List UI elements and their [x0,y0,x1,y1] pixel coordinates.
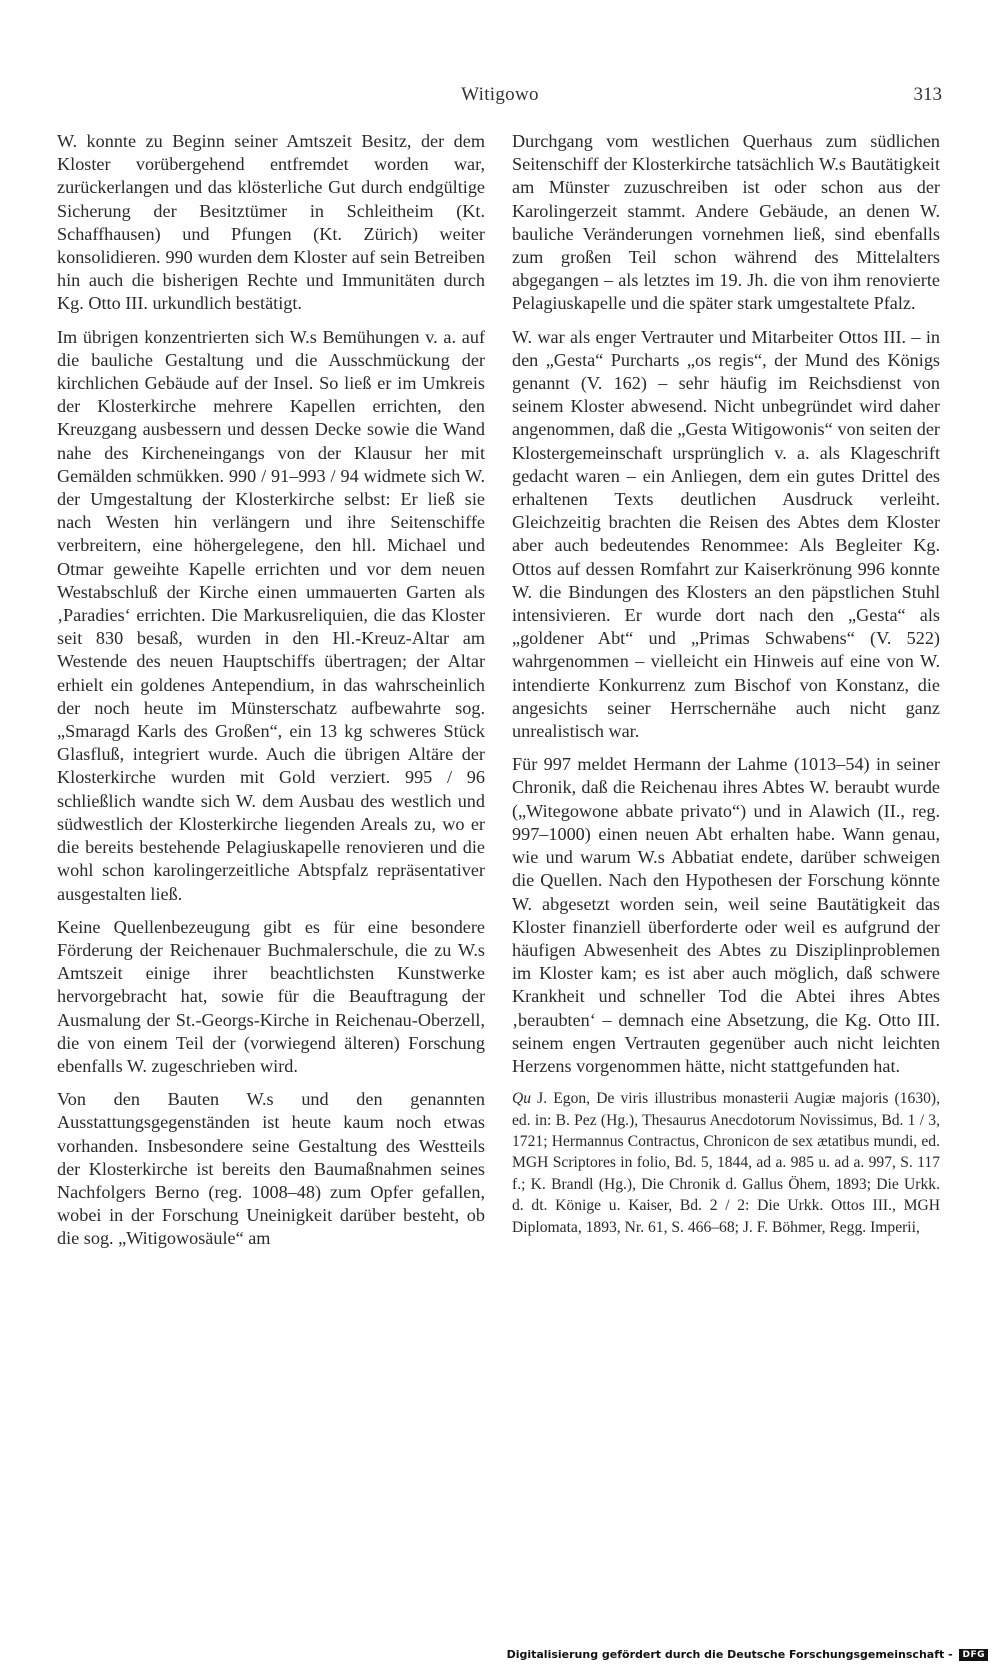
paragraph: Im übrigen konzentrierten sich W.s Bemühungen v. a. auf die bauliche Gestaltung und die Ausschmückung der kirchlichen Gebäude auf der Insel. So ließ er im Umkreis der Klosterkirche mehrere Kapellen errichten, den Kreuzgang ausbessern und dessen Decke sowie die Wand nahe des Kircheneingangs von der Klausur her mit Gemälden schmükken. 990 / 91–993 / 94 widmete sich W. der Umgestaltung der Klosterkirche selbst: Er ließ sie nach Westen hin verlängern und ihre Seitenschiffe verbreitern, eine höhergelegene, den hll. Michael und Otmar geweihte Kapelle errichten und vor dem neuen Westabschluß der Kirche einen ummauerten Garten als ‚Paradies‘ errichten. Die Markusreliquien, die das Kloster seit 830 besaß, wurden in den Hl.-Kreuz-Altar am Westende des neuen Hauptschiffs übertragen; der Altar erhielt ein goldenes Antependium, in das wahrscheinlich der noch heute im Münsterschatz aufbewahrte sog. „Smaragd Karls des Großen“, ein 13 kg schweres Stück Glasfluß, integriert wurde. Auch die übrigen Altäre der Klosterkirche wurden mit Gold verziert. 995 / 96 schließlich wandte sich W. dem Ausbau des westlich und südwestlich der Klosterkirche liegenden Areals zu, wo er die bereits bestehende Pelagiuskapelle renovieren und die wohl schon karolingerzeitliche Abtspfalz repräsentativer ausgestalten ließ. [57,326,485,904]
sources-text: J. Egon, De viris illustribus monasterii Augiæ majoris (1630), ed. in: B. Pez (Hg.), Thesaurus Anecdotorum Novissimus, Bd. 1 / 3, 1721; Hermannus Contractus, Chronicon de sex ætatibus mundi, ed. MGH Scriptores in folio, Bd. 5, 1844, ad a. 985 u. ad a. 997, S. 117 f.; K. Brandl (Hg.), Die Chronik d. Gallus Öhem, 1893; Die Urkk. d. dt. Könige u. Kaiser, Bd. 2 / 2: Die Urkk. Ottos III., MGH Diplomata, 1893, Nr. 61, S. 466–68; J. F. Böhmer, Regg. Imperii, [512,1090,940,1236]
paragraph: W. konnte zu Beginn seiner Amtszeit Besitz, der dem Kloster vorübergehend entfremdet worden war, zurückerlangen und das klösterliche Gut durch endgültige Sicherung der Besitztümer in Schleitheim (Kt. Schaffhausen) und Pfungen (Kt. Zürich) weiter konsolidieren. 990 wurden dem Kloster auf sein Betreiben hin auch die bisherigen Rechte und Immunitäten durch Kg. Otto III. urkundlich bestätigt. [57,131,485,314]
sources-paragraph [512,1088,940,1238]
paragraph: Durchgang vom westlichen Querhaus zum südlichen Seitenschiff der Klosterkirche tatsächlich W.s Bautätigkeit am Münster zuzuschreiben ist oder schon aus der Karolingerzeit stammt. Andere Gebäude, an denen W. bauliche Veränderungen vornehmen ließ, sind ebenfalls zum großen Teil schon während des Mittelalters abgegangen – als letztes im 19. Jh. die von ihm renovierte Pelagiuskapelle und die später stark umgestaltete Pfalz. [512,131,940,314]
paragraph: Keine Quellenbezeugung gibt es für eine besondere Förderung der Reichenauer Buchmalerschule, die zu W.s Amtszeit einige ihrer beachtlichsten Kunstwerke hervorgebracht hat, sowie für die Beauftragung der Ausmalung der St.-Georgs-Kirche in Reichenau-Oberzell, die von einem Teil der (vorwiegend älteren) Forschung ebenfalls W. zugeschrieben wird. [57,916,485,1076]
paragraph: Von den Bauten W.s und den genannten Ausstattungsgegenständen ist heute kaum noch etwas vorhanden. Insbesondere seine Gestaltung des Westteils der Klosterkirche ist bereits den Baumaßnahmen seines Nachfolgers Berno (reg. 1008–48) zum Opfer gefallen, wobei in der Forschung Uneinigkeit darüber besteht, ob die sog. „Witigowosäule“ am [57,1089,485,1249]
paragraph: W. war als enger Vertrauter und Mitarbeiter Ottos III. – in den „Gesta“ Purcharts „os regis“, der Mund des Königs genannt (V. 162) – sehr häufig im Reichsdienst von seinem Kloster abwesend. Nicht unbegründet wird daher angenommen, daß die „Gesta Witigowonis“ von seiten der Klostergemeinschaft ursprünglich v. a. als Klageschrift gedacht waren – ein Anliegen, dem ein gutes Drittel des erhaltenen Texts deutlichen Ausdruck verleiht. Gleichzeitig brachten die Reisen des Abtes dem Kloster aber auch bedeutendes Renommee: Als Begleiter Kg. Ottos auf dessen Romfahrt zur Kaiserkrönung 996 konnte W. die Bindungen des Klosters an den päpstlichen Stuhl intensivieren. Er wurde dort nach den „Gesta“ als „goldener Abt“ und „Primas Schwabens“ (V. 522) wahrgenommen – vielleicht ein Hinweis auf eine von W. intendierte Konkurrenz zum Bischof von Konstanz, die angesichts seiner Herrschernähe auch nicht ganz unrealistisch war. [512,326,940,742]
running-title: Witigowo [461,84,539,105]
running-header [58,84,942,114]
right-column [512,130,940,1248]
left-column [57,130,485,1261]
footer-credit: Digitalisierung gefördert durch die Deutsche Forschungsgemeinschaft - [506,1648,953,1661]
digitization-footer [0,1648,1000,1661]
dfg-logo-icon: DFG [959,1649,988,1661]
page-number: 313 [913,84,942,105]
paragraph: Für 997 meldet Hermann der Lahme (1013–54) in seiner Chronik, daß die Reichenau ihres Abtes W. beraubt wurde („Witegowone abbate privato“) und in Alawich (II., reg. 997–1000) einen neuen Abt erhalten habe. Wann genau, wie und warum W.s Abbatiat endete, darüber schweigen die Quellen. Nach den Hypothesen der Forschung könnte W. abgesetzt worden sein, weil seine Bautätigkeit das Kloster finanziell überforderte oder weil es aufgrund der häufigen Abwesenheit des Abtes zu Disziplinproblemen im Kloster kam; es ist aber auch möglich, daß schwere Krankheit und schneller Tod die Abtei ihres Abtes ‚beraubten‘ – demnach eine Absetzung, die Kg. Otto III. seinem engen Vertrauten gegenüber auch nicht leichten Herzens vorgenommen hätte, nicht stattgefunden hat. [512,754,940,1076]
sources-label: Qu [512,1090,532,1108]
